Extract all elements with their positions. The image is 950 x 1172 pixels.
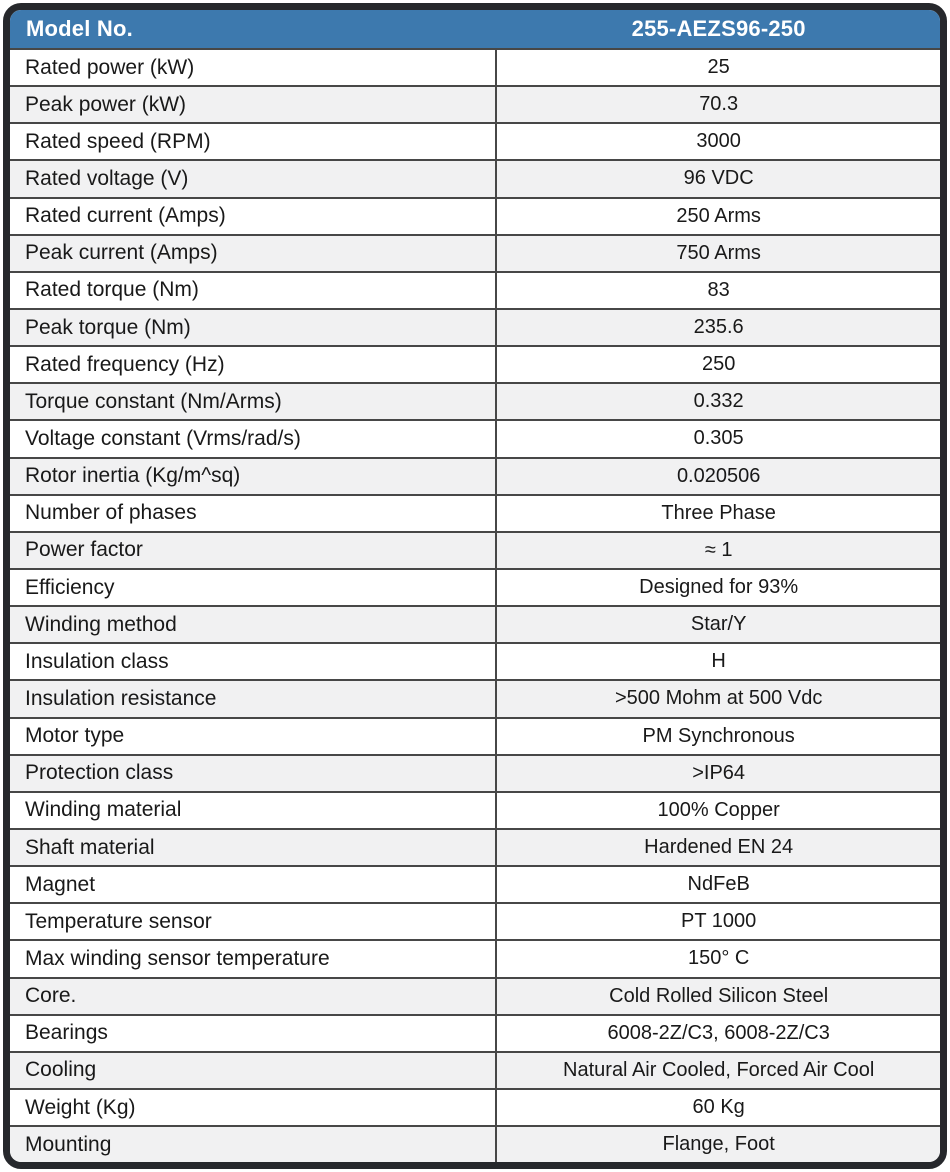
spec-value: 25: [707, 56, 730, 79]
table-row: [10, 271, 940, 308]
table-row: [10, 568, 940, 605]
table-row: [10, 159, 940, 196]
spec-label: Shaft material: [10, 830, 497, 865]
spec-value: 3000: [696, 130, 741, 153]
spec-label: Voltage constant (Vrms/rad/s): [10, 421, 497, 456]
spec-value: 250: [701, 353, 736, 376]
spec-label: Rated speed (RPM): [10, 124, 497, 159]
table-row: [10, 1125, 940, 1162]
model-number-value: 255-AEZS96-250: [631, 16, 806, 41]
table-row: [10, 48, 940, 85]
spec-label: Bearings: [10, 1016, 497, 1051]
table-row: [10, 308, 940, 345]
spec-label: Insulation class: [10, 644, 497, 679]
spec-label: Temperature sensor: [10, 904, 497, 939]
spec-value: 6008-2Z/C3, 6008-2Z/C3: [607, 1021, 830, 1044]
spec-label: Max winding sensor temperature: [10, 941, 497, 976]
spec-value: Natural Air Cooled, Forced Air Cool: [563, 1058, 875, 1081]
spec-label: Weight (Kg): [10, 1090, 497, 1125]
spec-label: Rated power (kW): [10, 50, 497, 85]
table-row: [10, 902, 940, 939]
spec-label: Peak power (kW): [10, 87, 497, 122]
spec-label: Winding method: [10, 607, 497, 642]
table-row: [10, 419, 940, 456]
table-row: [10, 531, 940, 568]
spec-value: Flange, Foot: [662, 1133, 775, 1156]
table-row: [10, 865, 940, 902]
table-row: [10, 382, 940, 419]
table-row: [10, 234, 940, 271]
spec-value: Hardened EN 24: [644, 836, 794, 859]
spec-value: Designed for 93%: [639, 576, 799, 599]
spec-label: Winding material: [10, 793, 497, 828]
spec-label: Efficiency: [10, 570, 497, 605]
table-row: [10, 197, 940, 234]
spec-label: Magnet: [10, 867, 497, 902]
table-row: [10, 1088, 940, 1125]
table-row: [10, 939, 940, 976]
spec-value: Three Phase: [661, 501, 776, 524]
spec-value: PM Synchronous: [642, 724, 795, 747]
table-header-row: [10, 10, 940, 48]
table-row: [10, 85, 940, 122]
spec-value: ≈ 1: [704, 538, 733, 561]
table-row: [10, 828, 940, 865]
spec-value: 0.332: [693, 390, 744, 413]
spec-label: Peak current (Amps): [10, 236, 497, 271]
table-row: [10, 605, 940, 642]
spec-value: PT 1000: [681, 910, 757, 933]
spec-label: Insulation resistance: [10, 681, 497, 716]
spec-value: 0.020506: [676, 464, 761, 487]
table-row: [10, 977, 940, 1014]
spec-table-body: [10, 48, 940, 1162]
table-row: [10, 1051, 940, 1088]
spec-value: 750 Arms: [676, 241, 761, 264]
spec-value: >500 Mohm at 500 Vdc: [614, 687, 823, 710]
table-row: [10, 457, 940, 494]
spec-value: H: [711, 650, 726, 673]
spec-value: 235.6: [693, 316, 744, 339]
table-row: [10, 122, 940, 159]
spec-value: 70.3: [699, 93, 739, 116]
spec-label: Peak torque (Nm): [10, 310, 497, 345]
spec-value: Star/Y: [690, 613, 747, 636]
spec-label: Rated frequency (Hz): [10, 347, 497, 382]
table-row: [10, 1014, 940, 1051]
spec-value: Cold Rolled Silicon Steel: [609, 984, 829, 1007]
table-row: [10, 717, 940, 754]
spec-label: Rated voltage (V): [10, 161, 497, 196]
spec-label: Mounting: [10, 1127, 497, 1162]
spec-label: Core.: [10, 979, 497, 1014]
spec-label: Protection class: [10, 756, 497, 791]
table-row: [10, 494, 940, 531]
spec-value: 96 VDC: [683, 167, 754, 190]
table-row: [10, 345, 940, 382]
spec-value: 150° C: [687, 947, 750, 970]
spec-label: Motor type: [10, 719, 497, 754]
spec-sheet-table: [3, 3, 947, 1169]
spec-label: Number of phases: [10, 496, 497, 531]
model-no-header-label: Model No.: [26, 16, 133, 41]
spec-value: >IP64: [692, 761, 746, 784]
table-row: [10, 754, 940, 791]
spec-value: 100% Copper: [657, 798, 780, 821]
spec-value: 60 Kg: [692, 1096, 745, 1118]
table-row: [10, 679, 940, 716]
spec-value: 83: [707, 278, 730, 301]
spec-value: 250 Arms: [676, 204, 761, 227]
spec-label: Rotor inertia (Kg/m^sq): [10, 459, 497, 494]
spec-value: 0.305: [693, 427, 744, 450]
spec-label: Rated current (Amps): [10, 199, 497, 234]
spec-label: Cooling: [10, 1053, 497, 1088]
spec-value: NdFeB: [687, 873, 750, 896]
table-row: [10, 791, 940, 828]
table-row: [10, 642, 940, 679]
spec-label: Rated torque (Nm): [10, 273, 497, 308]
spec-label: Torque constant (Nm/Arms): [10, 384, 497, 419]
spec-label: Power factor: [10, 533, 497, 568]
